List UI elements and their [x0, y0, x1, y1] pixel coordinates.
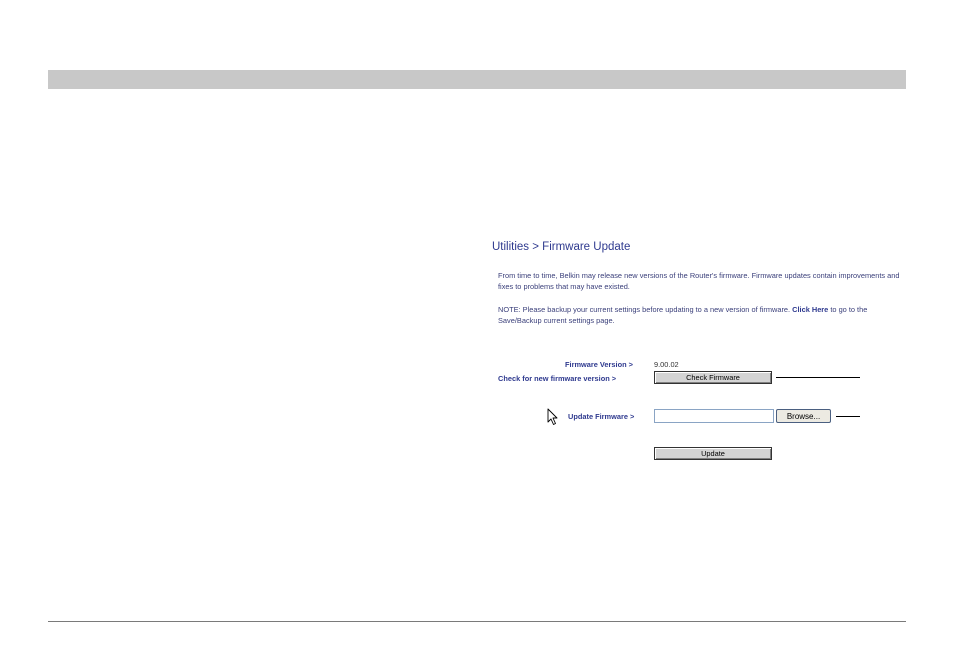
note-tail-text: to go to the Save/Backup current settings page. [498, 305, 868, 325]
check-firmware-label: Check for new firmware version > [498, 374, 617, 383]
intro-text: From time to time, Belkin may release new versions of the Router's firmware. Firmware updates contain improvements and fixes to problems that may have existed. [498, 271, 900, 291]
note-text: NOTE: Please backup your current settings before updating to a new version of firmware. [498, 305, 793, 314]
mouse-pointer-icon [547, 408, 559, 426]
browse-button[interactable]: Browse... [776, 409, 831, 423]
update-button[interactable]: Update [654, 447, 772, 460]
backup-note [498, 304, 908, 326]
check-firmware-button[interactable]: Check Firmware [654, 371, 772, 384]
check-firmware-callout-line [776, 377, 860, 378]
update-firmware-label: Update Firmware > [568, 412, 635, 421]
browse-callout-line [836, 416, 860, 417]
page-title: Utilities > Firmware Update [492, 241, 631, 253]
header-bar [48, 70, 906, 89]
click-here-link[interactable]: Click Here [792, 305, 829, 314]
footer-rule [48, 621, 906, 622]
firmware-version-value: 9.00.02 [654, 360, 679, 369]
firmware-version-label: Firmware Version > [565, 360, 633, 369]
firmware-file-input[interactable] [654, 409, 774, 423]
